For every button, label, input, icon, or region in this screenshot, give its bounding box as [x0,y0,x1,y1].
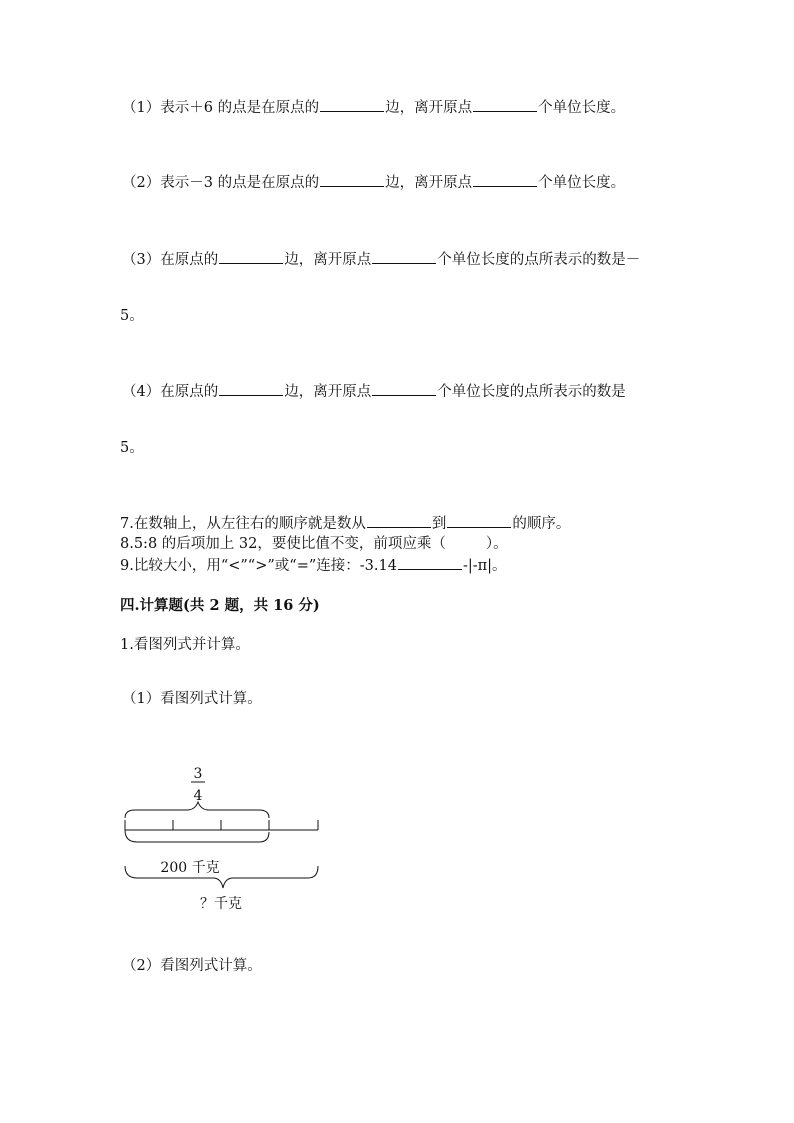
q6-sub3-text-a: 在原点的 [160,252,219,268]
lower-brace-small [125,830,269,842]
q6-sub2-text-c: 个单位长度。 [538,175,626,191]
answer-blank[interactable] [398,555,462,570]
q6-sub2-text-a: 表示－3 的点是在原点的 [160,175,320,191]
q8-text-b: ）。 [485,536,508,552]
calc-question-1: 1.看图列式并计算。 [120,637,250,653]
q6-sub3 [122,249,640,270]
q6-sub1 [122,97,625,118]
question-7 [120,513,570,534]
fraction-brace-diagram [115,760,335,920]
answer-blank[interactable] [372,381,436,396]
q6-sub4-text-c: 个单位长度的点所表示的数是 [437,384,626,400]
q6-sub4-continuation: 5。 [120,440,144,456]
bottom-brace [125,866,318,888]
answer-blank[interactable] [367,513,431,528]
q6-sub4-text-a: 在原点的 [160,384,219,400]
q7-text-c: 的顺序。 [512,516,571,532]
q7-text-a: 7.在数轴上，从左往右的顺序就是数从 [120,516,366,532]
answer-blank[interactable] [320,172,384,187]
answer-blank[interactable] [372,249,436,264]
answer-blank[interactable] [447,513,511,528]
q6-sub1-num: （1） [122,100,161,116]
q8-text-a: 8.5:8 的后项加上 32，要使比值不变，前项应乘（ [120,536,446,552]
q6-sub1-text-b: 边，离开原点 [385,100,473,116]
unknown-weight-label: ？千克 [200,896,242,912]
q6-sub3-num: （3） [122,252,161,268]
answer-blank[interactable] [473,97,537,112]
answer-blank[interactable] [219,381,283,396]
q6-sub2-num: （2） [122,175,161,191]
section-heading: 四.计算题(共 2 题，共 16 分) [120,597,320,614]
q6-sub2-text-b: 边，离开原点 [385,175,473,191]
q6-sub1-text-c: 个单位长度。 [538,100,626,116]
q6-sub3-text-c: 个单位长度的点所表示的数是－ [437,252,641,268]
question-9 [120,555,507,576]
top-brace [125,802,269,818]
calc-sub2-label: （2）看图列式计算。 [122,958,262,974]
q6-sub4-text-b: 边，离开原点 [284,384,372,400]
fraction-numerator: 3 [193,766,203,782]
q9-text-b: -|-π|。 [462,558,507,574]
answer-blank[interactable] [473,172,537,187]
q6-sub3-continuation: 5。 [120,308,144,324]
known-weight-label: 200 千克 [160,860,220,876]
fraction-denominator: 4 [193,788,203,804]
q6-sub4-num: （4） [122,384,161,400]
question-8 [120,534,508,554]
q6-sub4 [122,381,626,402]
q6-sub3-text-b: 边，离开原点 [284,252,372,268]
q6-sub1-text-a: 表示＋6 的点是在原点的 [160,100,320,116]
q7-text-b: 到 [431,516,447,532]
answer-blank[interactable] [219,249,283,264]
q6-sub2 [122,172,625,193]
answer-blank[interactable] [320,97,384,112]
calc-sub1-label: （1）看图列式计算。 [122,691,262,707]
q9-text-a: 9.比较大小，用“<”“>”或“=”连接：-3.14 [120,558,397,574]
